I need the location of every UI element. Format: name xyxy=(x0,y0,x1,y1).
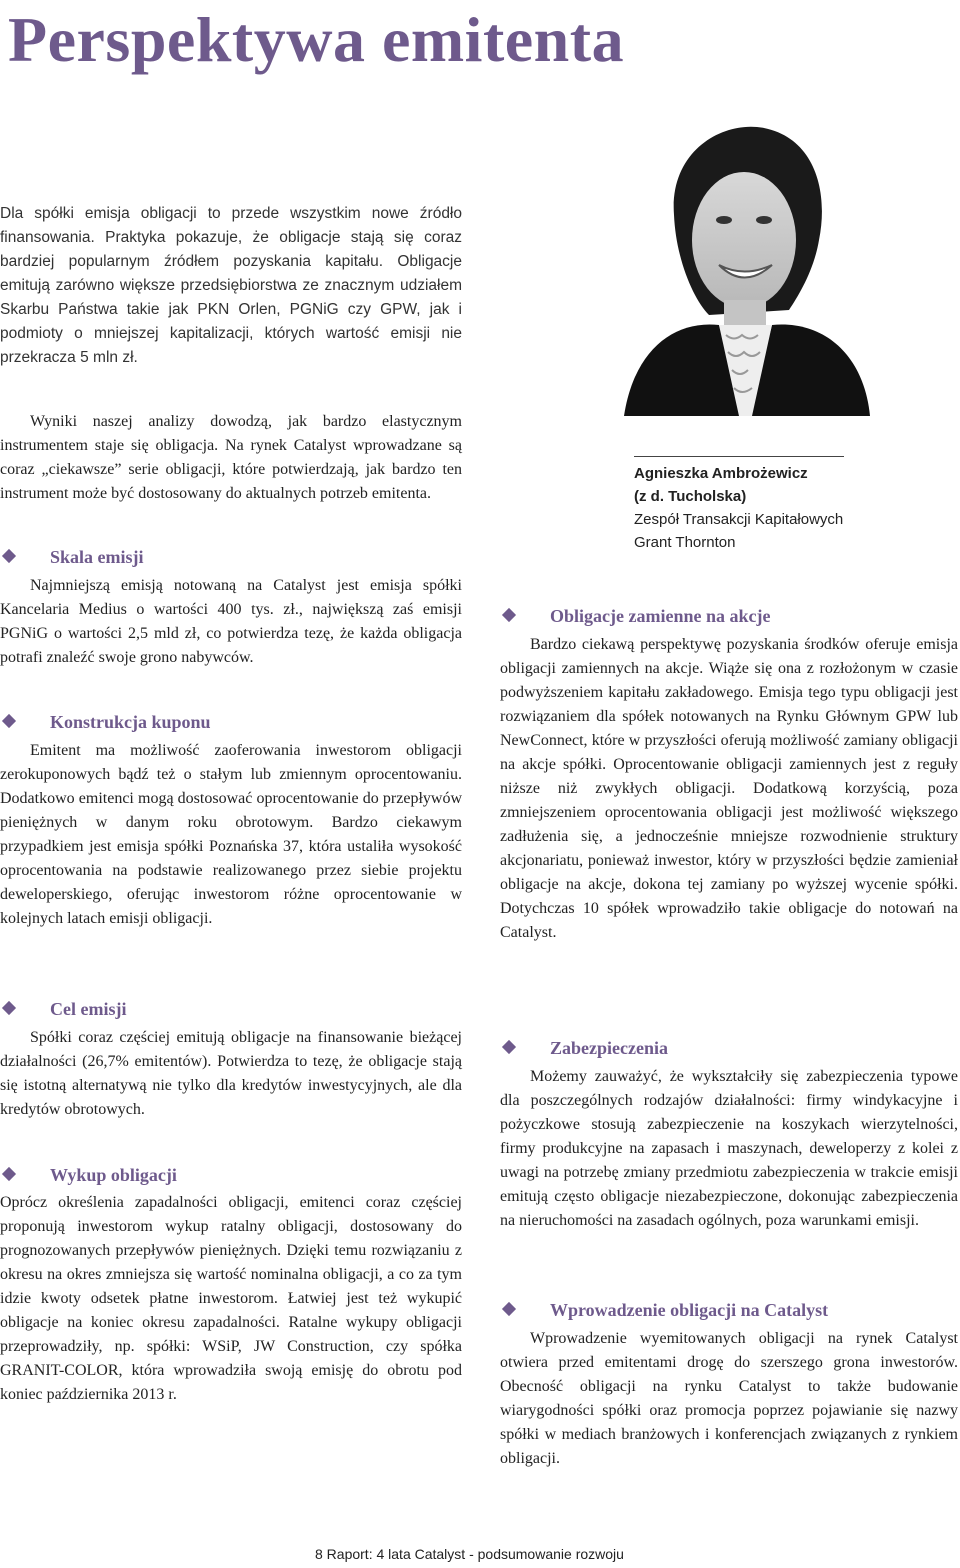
section-cel-emisji-text: Spółki coraz częściej emitują obligacje na finansowanie bieżącej działalności (26,7% emitentów). Potwierdza to tezę, że obligacje stają się istotną alternatywą nie tylko dla kredytów inwestycyjnych, ale dla kredytów obrotowych. xyxy=(0,1029,462,1118)
section-konstrukcja-kuponu-text: Emitent ma możliwość zaoferowania inwestorom obligacji zerokuponowych bądź też o stałym lub zmiennym oprocentowaniu. Dodatkowo emitenci mogą dostosować oprocentowanie do przepływów pieniężnych w danym roku obrotowym. Bardzo ciekawym przypadkiem jest emisja spółki Poznańska 37, która ustaliła wysokość oprocentowania na podstawie realizowanego przez siebie projektu deweloperskiego, oferując inwestorom różne oprocentowanie w kolejnych latach emisji obligacji. xyxy=(0,742,462,927)
section-skala-emisji-text: Najmniejszą emisją notowaną na Catalyst jest emisja spółki Kancelaria Medius o wartości 400 tys. zł., największą zaś emisji PGNiG o wartości 2,5 mld zł, co potwierdza tezę, że każda obligacja potrafi znaleźć swoje grono nabywców. xyxy=(0,577,462,666)
heading-wykup-obligacji: Wykup obligacji xyxy=(0,1163,177,1187)
author-photo xyxy=(614,120,880,416)
intro-paragraph: Dla spółki emisja obligacji to przede wszystkim nowe źródło finansowania. Praktyka pokazuje, że obligacje stają się coraz bardziej popularnym źródłem pozyskania kapitału. Obligacje emitują zarówno większe przedsiębiorstwa ze znacznym udziałem Skarbu Państwa takie jak PKN Orlen, PGNiG czy GPW, jak i podmioty o mniejszej kapitalizacji, których wartość emisji nie przekracza 5 mln zł. xyxy=(0,205,462,366)
author-company: Grant Thornton xyxy=(634,534,736,551)
heading-cel-emisji: Cel emisji xyxy=(0,997,126,1021)
analysis-paragraph: Wyniki naszej analizy dowodzą, jak bardzo elastycznym instrumentem staje się obligacja. Na rynek Catalyst wprowadzane są coraz „ciekawsze” serie obligacji, które potwierdzają, jak bardzo ten instrument może być dostosowany do aktualnych potrzeb emitenta. xyxy=(0,413,462,502)
heading-obligacje-zamienne: Obligacje zamienne na akcje xyxy=(500,604,770,628)
section-wykup-obligacji-text: Oprócz określenia zapadalności obligacji, emitenci coraz częściej proponują inwestorom wykup ratalny obligacji, dostosowany do prognozowanych przepływów pieniężnych. Dzięki temu rozwiązaniu z okresu na okres zmniejsza się wartość nominalna obligacji, a co za tym idzie kwoty odsetek płatne inwestorom. Łatwiej jest też wykupić obligacje na koniec okresu zapadalności. Ratalne wykupy obligacji przeprowadziły, np. spółki: WSiP, JW Construction, czy spółka GRANIT-COLOR, która wprowadziła swoją emisję do obrotu pod koniec października 2013 r. xyxy=(0,1194,462,1403)
author-name: Agnieszka Ambrożewicz xyxy=(634,465,808,482)
heading-konstrukcja-kuponu: Konstrukcja kuponu xyxy=(0,710,211,734)
section-wprowadzenie-catalyst-text: Wprowadzenie wyemitowanych obligacji na rynek Catalyst otwiera przed emitentami drogę do szerszego grona inwestorów. Obecność obligacji na rynku Catalyst to także budowanie wiarygodności spółki oraz promocja poprzez pojawianie się nazwy spółki w mediach branżowych i konferencjach związanych z rynkiem obligacji. xyxy=(500,1330,958,1467)
page-footer: 8 Raport: 4 lata Catalyst - podsumowanie rozwoju xyxy=(315,1546,624,1562)
section-obligacje-zamienne-text: Bardzo ciekawą perspektywę pozyskania środków oferuje emisja obligacji zamiennych na akcje. Wiąże się ona z rozłożonym w czasie podwyższeniem kapitału zakładowego. Emisja tego typu obligacji jest rozwiązaniem dla spółek notowanych na Rynku Głównym GPW lub NewConnect, które w przyszłości oferują możliwość zamiany obligacji na akcje spółki. Oprocentowanie obligacji zamiennych jest z reguły niższe niż zwykłych obligacji. Dodatkową korzyścią, poza zmniejszeniem oprocentowania obligacji jest możliwość większego zadłużenia się, a jednocześnie mniejsze rozwodnienie struktury akcjonariatu, ponieważ inwestor, który w przyszłości będzie zamieniał obligacje na akcje, dokona tej zamiany po wyższej wycenie spółki. Dotychczas 10 spółek wprowadziło takie obligacje do notowań na Catalyst. xyxy=(500,636,958,941)
diamond-bullet-icon xyxy=(502,1302,516,1316)
diamond-bullet-icon xyxy=(502,1040,516,1054)
diamond-bullet-icon xyxy=(2,714,16,728)
author-maiden-name: (z d. Tucholska) xyxy=(634,488,747,505)
diamond-bullet-icon xyxy=(2,549,16,563)
face-shape xyxy=(692,172,796,308)
caption-divider xyxy=(634,456,844,457)
author-role: Zespół Transakcji Kapitałowych xyxy=(634,511,844,528)
diamond-bullet-icon xyxy=(2,1167,16,1181)
heading-wprowadzenie-catalyst: Wprowadzenie obligacji na Catalyst xyxy=(500,1298,828,1322)
page-title: Perspektywa emitenta xyxy=(8,4,625,75)
heading-zabezpieczenia: Zabezpieczenia xyxy=(500,1036,668,1060)
diamond-bullet-icon xyxy=(502,608,516,622)
heading-skala-emisji: Skala emisji xyxy=(0,545,144,569)
section-zabezpieczenia-text: Możemy zauważyć, że wykształciły się zabezpieczenia typowe dla poszczególnych rodzajów działalności: firmy windykacyjne i pożyczkowe stosują zabezpieczenie na koszykach wierzytelności, firmy produkcyjne na zapasach i maszynach, deweloperzy z kolei z uwagi na potrzebę zmiany przedmiotu zabezpieczenia w trakcie emisji emitują często obligacje niezabezpieczone, dokonując zabezpieczenia na nieruchomości na zasadach ogólnych, poza warunkami emisji. xyxy=(500,1068,958,1229)
diamond-bullet-icon xyxy=(2,1001,16,1015)
